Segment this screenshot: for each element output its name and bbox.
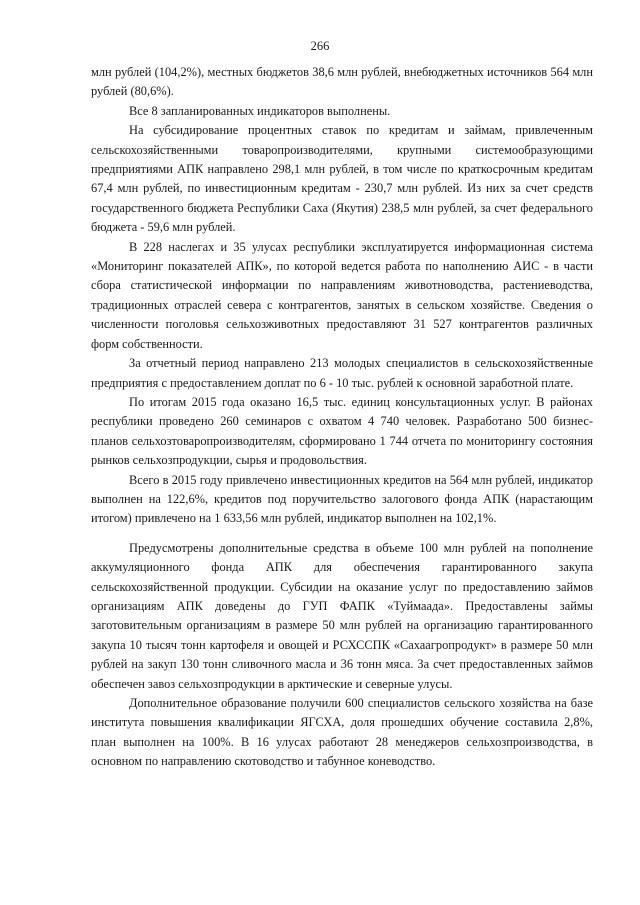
paragraph-funding-sources: млн рублей (104,2%), местных бюджетов 38,6 млн рублей, внебюджетных источников 564 млн рублей (80,6%). [91,65,593,99]
paragraph-accumulation-fund: Предусмотрены дополнительные средства в объеме 100 млн рублей на пополнение аккумуляционного фонда АПК для обеспечения гарантированного закупа сельскохозяйственной продукции. Субсидии на оказание услуг по предоставлению займов организациям АПК доведены до ГУП ФАПК «Туймаада». Предоставлены займы заготовительным организациям в размере 50 млн рублей на организацию гарантированного закупа 10 тысяч тонн картофеля и овощей и РСХССПК «Сахаагропродукт» в размере 50 млн рублей на закуп 130 тонн сливочного масла и 36 тонн мяса. За счет предоставленных займов обеспечен завоз сельхозпродукции в арктические и северные улусы. [91,540,593,691]
paragraph-young-specialists: За отчетный период направлено 213 молодых специалистов в сельскохозяйственные предприятия с предоставлением доплат по 6 - 10 тыс. рублей к основной заработной плате. [91,356,593,390]
paragraph-additional-education: Дополнительное образование получили 600 специалистов сельского хозяйства на базе института повышения квалификации ЯГСХА, доля прошедших обучение составила 2,8%, план выполнен на 100%. В 16 улусах работают 28 менеджеров сельхозпроизводства, в основном по направлению скотоводство и табунное коневодство. [91,696,593,769]
paragraph-investment-credits: Всего в 2015 году привлечено инвестиционных кредитов на 564 млн рублей, индикатор выполнен на 122,6%, кредитов под поручительство залогового фонда АПК (нарастающим итогом) привлечено на 1 633,56 млн рублей, индикатор выполнен на 102,1%. [91,472,593,526]
paragraph-consulting-services: По итогам 2015 года оказано 16,5 тыс. единиц консультационных услуг. В районах республики проведено 260 семинаров с охватом 4 740 человек. Разработано 500 бизнес-планов сельхозтоваропроизводителям, сформировано 1 744 отчета по мониторингу состояния рынков сельхозпродукции, сырья и продовольствия. [91,394,593,468]
paragraph-indicators: Все 8 запланированных индикаторов выполнены. [129,103,391,118]
document-body [91,63,593,772]
page-number: 266 [310,39,330,53]
paragraph-interest-subsidies: На субсидирование процентных ставок по кредитам и займам, привлеченным сельскохозяйственными товаропроизводителями, крупными системообразующими предприятиями АПК направлено 298,1 млн рублей, в том числе по краткосрочным кредитам 67,4 млн рублей, по инвестиционным кредитам - 230,7 млн рублей. Из них за счет средств государственного бюджета Республики Саха (Якутия) 238,5 млн рублей, за счет федерального бюджета - 59,6 млн рублей. [91,123,593,235]
paragraph-monitoring-system: В 228 наслегах и 35 улусах республики эксплуатируется информационная система «Мониторинг показателей АПК», по которой ведется работа по наполнению АИС - в части сбора статистической информации по направлениям животноводства, растениеводства, традиционных отраслей севера с контрагентов, занятых в сельском хозяйстве. Сведения о численности поголовья сельхозживотных предоставляют 31 527 контрагентов различных форм собственности. [91,239,593,351]
